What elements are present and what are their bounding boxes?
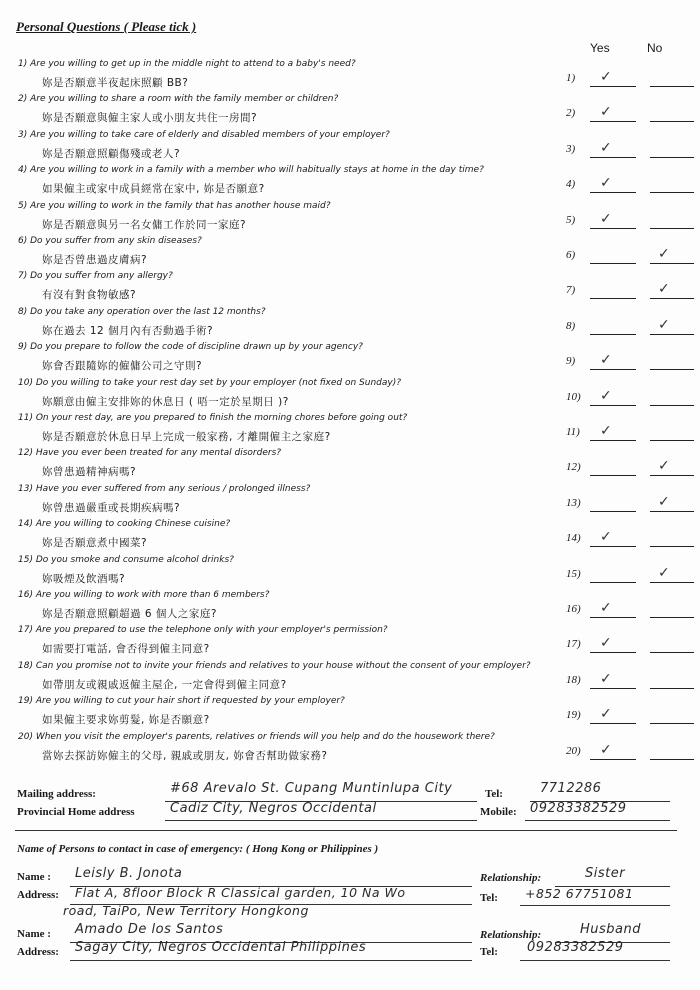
- question-row: [18, 413, 678, 449]
- question-row: [18, 448, 678, 484]
- question-row: [18, 94, 678, 130]
- mailing-address-label: Mailing address:: [17, 788, 96, 800]
- question-number: 3): [566, 142, 576, 155]
- question-english: 18) Can you promise not to invite your friends and relatives to your house without the consent of your employer?: [18, 660, 531, 671]
- yes-answer-line[interactable]: [590, 511, 636, 512]
- section-title: Personal Questions ( Please tick ): [16, 19, 197, 34]
- contact1-address-line1: Flat A, 8floor Block R Classical garden, 10 Na Wo: [75, 885, 406, 900]
- tick-mark-icon: ✓: [600, 706, 612, 723]
- question-row: [18, 555, 678, 591]
- question-chinese: 妳是否願意照顧傷殘或老人?: [42, 147, 181, 160]
- question-chinese: 妳吸煙及飲酒嗎?: [42, 572, 126, 585]
- question-number: 13): [566, 496, 581, 509]
- no-answer-line[interactable]: [650, 121, 694, 122]
- question-row: [18, 130, 678, 166]
- yes-answer-line[interactable]: [590, 652, 636, 653]
- yes-answer-line[interactable]: [590, 405, 636, 406]
- question-chinese: 妳會否跟隨妳的僱傭公司之守則?: [42, 360, 203, 373]
- home-address-value: Cadiz City, Negros Occidental: [170, 801, 377, 816]
- yes-answer-line[interactable]: [590, 298, 636, 299]
- question-row: [18, 625, 678, 661]
- question-english: 3) Are you willing to take care of elderly and disabled members of your employer?: [18, 129, 390, 140]
- yes-answer-line[interactable]: [590, 475, 636, 476]
- question-row: [18, 696, 678, 732]
- no-answer-line[interactable]: [650, 440, 694, 441]
- question-row: [18, 661, 678, 697]
- no-answer-line[interactable]: [650, 157, 694, 158]
- question-number: 4): [566, 178, 576, 191]
- contact2-address-label: Address:: [17, 946, 59, 958]
- question-row: [18, 59, 678, 95]
- tick-mark-icon: ✓: [600, 69, 612, 85]
- no-answer-line[interactable]: [650, 511, 694, 512]
- question-number: 16): [566, 603, 581, 615]
- question-row: [18, 307, 678, 343]
- question-number: 5): [566, 213, 576, 226]
- no-answer-line[interactable]: [650, 617, 694, 618]
- question-number: 15): [566, 567, 581, 580]
- tick-mark-icon: ✓: [600, 387, 612, 404]
- no-answer-line[interactable]: [650, 652, 694, 653]
- yes-answer-line[interactable]: [590, 192, 636, 193]
- question-english: 16) Are you willing to work with more than 6 members?: [18, 590, 270, 600]
- question-english: 8) Do you take any operation over the last 12 months?: [18, 306, 266, 317]
- question-row: [18, 484, 678, 520]
- tick-mark-icon: ✓: [658, 458, 670, 475]
- contact2-relationship-label: Relationship:: [480, 929, 542, 941]
- yes-answer-line[interactable]: [590, 228, 636, 229]
- no-answer-line[interactable]: [650, 723, 694, 724]
- question-english: 4) Are you willing to work in a family with a member who will habitually stays at home in the day time?: [18, 165, 484, 176]
- question-row: [18, 590, 678, 626]
- question-number: 10): [566, 390, 581, 403]
- contact1-tel-label: Tel:: [480, 892, 498, 904]
- tick-mark-icon: ✓: [658, 316, 670, 333]
- contact2-tel-label: Tel:: [480, 946, 498, 958]
- tel-label: Tel:: [485, 788, 503, 800]
- question-english: 19) Are you willing to cut your hair short if requested by your employer?: [18, 696, 345, 707]
- no-answer-line[interactable]: [650, 582, 694, 583]
- no-answer-line[interactable]: [650, 228, 694, 229]
- no-answer-line[interactable]: [650, 688, 694, 689]
- question-chinese: 妳是否願意與另一名女傭工作於同一家庭?: [42, 218, 247, 231]
- question-chinese: 當妳去探訪妳僱主的父母, 親戚或朋友, 妳會否幫助做家務?: [42, 749, 328, 762]
- question-chinese: 如帶朋友或親戚返僱主屋企, 一定會得到僱主同意?: [42, 678, 287, 691]
- yes-answer-line[interactable]: [590, 157, 636, 158]
- question-english: 1) Are you willing to get up in the middle night to attend to a baby's need?: [18, 59, 356, 69]
- question-number: 20): [566, 744, 581, 757]
- question-number: 19): [566, 709, 581, 722]
- yes-answer-line[interactable]: [590, 546, 636, 547]
- tick-mark-icon: ✓: [600, 635, 612, 652]
- question-english: 20) When you visit the employer's parents, relatives or friends will you help and do the housework there?: [18, 731, 495, 742]
- question-chinese: 如果僱主要求妳剪髮, 妳是否願意?: [42, 714, 210, 727]
- no-answer-line[interactable]: [650, 86, 694, 87]
- question-row: [18, 201, 678, 237]
- question-number: 8): [566, 319, 576, 332]
- yes-answer-line[interactable]: [590, 617, 636, 618]
- tick-mark-icon: ✓: [600, 741, 612, 758]
- contact2-address-line1: Sagay City, Negros Occidental Philippines: [75, 940, 367, 955]
- tick-mark-icon: ✓: [658, 246, 670, 262]
- question-english: 15) Do you smoke and consume alcohol drinks?: [18, 554, 234, 565]
- tick-mark-icon: ✓: [600, 529, 612, 546]
- no-answer-line[interactable]: [650, 369, 694, 370]
- question-chinese: 妳是否願意半夜起床照顧 BB?: [42, 77, 189, 89]
- question-number: 1): [566, 72, 576, 84]
- tick-mark-icon: ✓: [600, 670, 612, 687]
- question-english: 5) Are you willing to work in the family that has another house maid?: [18, 200, 331, 211]
- yes-answer-line[interactable]: [590, 440, 636, 441]
- contact2-name-label: Name :: [17, 928, 51, 940]
- contact1-address-line2: road, TaiPo, New Territory Hongkong: [63, 903, 309, 918]
- no-answer-line[interactable]: [650, 298, 694, 299]
- question-row: [18, 236, 678, 272]
- mobile-label: Mobile:: [480, 806, 517, 818]
- no-answer-line[interactable]: [650, 334, 694, 335]
- question-chinese: 妳是否願意與僱主家人或小朋友共住一房間?: [42, 112, 258, 125]
- question-english: 2) Are you willing to share a room with the family member or children?: [18, 94, 339, 105]
- contact1-relationship-value: Sister: [585, 866, 626, 881]
- question-english: 11) On your rest day, are you prepared to finish the morning chores before going out?: [18, 413, 408, 423]
- tick-mark-icon: ✓: [600, 600, 612, 616]
- no-answer-line[interactable]: [650, 546, 694, 547]
- question-number: 7): [566, 284, 576, 297]
- no-answer-line[interactable]: [650, 405, 694, 406]
- question-number: 17): [566, 638, 581, 651]
- no-answer-line[interactable]: [650, 192, 694, 193]
- tick-mark-icon: ✓: [658, 564, 670, 581]
- question-number: 11): [566, 426, 580, 438]
- contact1-name-value: Leisly B. Jonota: [75, 866, 183, 881]
- question-row: [18, 519, 678, 555]
- contact1-relationship-label: Relationship:: [480, 872, 542, 884]
- contact2-tel-value: 09283382529: [527, 940, 624, 955]
- no-answer-line[interactable]: [650, 263, 694, 264]
- question-english: 6) Do you suffer from any skin diseases?: [18, 236, 202, 246]
- yes-answer-line[interactable]: [590, 86, 636, 87]
- question-row: [18, 271, 678, 307]
- question-english: 12) Have you ever been treated for any mental disorders?: [18, 448, 282, 459]
- yes-answer-line[interactable]: [590, 759, 636, 760]
- yes-answer-line[interactable]: [590, 369, 636, 370]
- yes-answer-line[interactable]: [590, 582, 636, 583]
- question-chinese: 如果僱主或家中成員經常在家中, 妳是否願意?: [42, 183, 265, 196]
- tick-mark-icon: ✓: [600, 175, 612, 192]
- mailing-address-value: #68 Arevalo St. Cupang Muntinlupa City: [170, 781, 453, 796]
- question-number: 12): [566, 461, 581, 474]
- mobile-value: 09283382529: [530, 801, 627, 816]
- question-number: 9): [566, 355, 576, 368]
- no-answer-line[interactable]: [650, 475, 694, 476]
- home-address-label: Provincial Home address: [17, 806, 135, 818]
- question-english: 7) Do you suffer from any allergy?: [18, 271, 173, 282]
- question-chinese: 妳是否願意煮中國菜?: [42, 537, 148, 550]
- tick-mark-icon: ✓: [600, 104, 612, 121]
- no-column-header: No: [647, 41, 663, 55]
- question-row: [18, 342, 678, 378]
- question-english: 13) Have you ever suffered from any serious / prolonged illness?: [18, 483, 311, 494]
- contact1-name-label: Name :: [17, 871, 51, 883]
- question-chinese: 如需要打電話, 會否得到僱主同意?: [42, 643, 210, 656]
- yes-answer-line[interactable]: [590, 263, 636, 264]
- question-chinese: 妳是否願意於休息日早上完成一般家務, 才離開僱主之家庭?: [42, 431, 331, 443]
- contact2-relationship-value: Husband: [580, 922, 641, 937]
- question-row: [18, 378, 678, 414]
- question-english: 17) Are you prepared to use the telephone only with your employer's permission?: [18, 625, 388, 636]
- tick-mark-icon: ✓: [600, 210, 612, 227]
- yes-answer-line[interactable]: [590, 688, 636, 689]
- yes-answer-line[interactable]: [590, 334, 636, 335]
- question-number: 2): [566, 107, 576, 120]
- question-chinese: 妳曾患過精神病嗎?: [42, 466, 137, 479]
- contact2-name-value: Amado De los Santos: [75, 922, 224, 937]
- yes-column-header: Yes: [590, 41, 610, 55]
- question-english: 10) Do you willing to take your rest day set by your employer (not fixed on Sunday)?: [18, 377, 401, 388]
- question-row: [18, 165, 678, 201]
- question-number: 14): [566, 532, 581, 545]
- question-row: [18, 732, 678, 768]
- question-number: 18): [566, 673, 581, 686]
- tick-mark-icon: ✓: [600, 352, 612, 369]
- question-chinese: 妳願意由僱主安排妳的休息日 ( 唔一定於星期日 )?: [42, 395, 289, 408]
- tel-value: 7712286: [540, 781, 602, 796]
- question-chinese: 妳曾患過嚴重或長期疾病嗎?: [42, 501, 181, 514]
- yes-answer-line[interactable]: [590, 723, 636, 724]
- question-chinese: 妳是否願意照顧超過 6 個人之家庭?: [42, 608, 217, 620]
- question-english: 9) Do you prepare to follow the code of discipline drawn up by your agency?: [18, 342, 363, 353]
- tick-mark-icon: ✓: [600, 423, 612, 439]
- yes-answer-line[interactable]: [590, 121, 636, 122]
- tick-mark-icon: ✓: [600, 139, 612, 156]
- question-chinese: 妳是否曾患過皮膚病?: [42, 254, 148, 266]
- question-number: 6): [566, 249, 576, 261]
- emergency-heading: Name of Persons to contact in case of emergency: ( Hong Kong or Philippines ): [17, 843, 379, 855]
- question-chinese: 有沒有對食物敏感?: [42, 289, 137, 302]
- tick-mark-icon: ✓: [658, 493, 670, 510]
- question-chinese: 妳在過去 12 個月內有否動過手術?: [42, 324, 214, 337]
- contact1-address-label: Address:: [17, 889, 59, 901]
- contact1-tel-value: +852 67751081: [525, 886, 634, 901]
- no-answer-line[interactable]: [650, 759, 694, 760]
- question-english: 14) Are you willing to cooking Chinese cuisine?: [18, 519, 231, 530]
- tick-mark-icon: ✓: [658, 281, 670, 298]
